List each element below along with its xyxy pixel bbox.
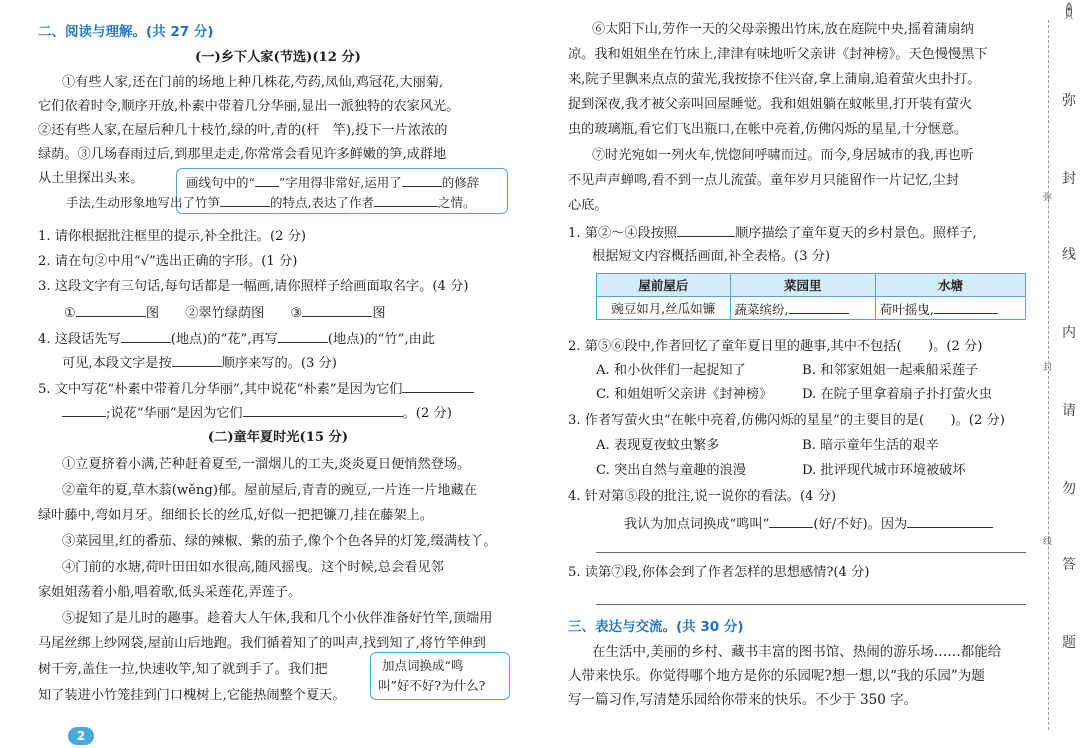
table-header: 水塘 xyxy=(875,274,1025,297)
margin-char: 题 xyxy=(1062,635,1076,651)
passage-1-line: ①有些人家,还在门前的场地上种几株花,芍药,凤仙,鸡冠花,大丽菊, xyxy=(62,75,444,90)
section-3-line: 写一篇习作,写清楚乐园给你带来的快乐。不少于 350 字。 xyxy=(568,692,918,708)
passage-2-line: 不见声声蝉鸣,看不到一点儿流萤。童年岁月只能留作一片记忆,尘封 xyxy=(568,173,959,188)
seal-line xyxy=(1048,20,1049,730)
answer-blank[interactable] xyxy=(243,402,403,417)
section-3-title: 三、表达与交流。(共 30 分) xyxy=(568,619,744,635)
table-cell: 豌豆如月,丝瓜如镰 xyxy=(597,297,731,320)
question-r1-cont: 根据短文内容概括画面,补全表格。(3 分) xyxy=(592,249,831,264)
section-3-line: 在生活中,美丽的乡村、藏书丰富的图书馆、热闹的游乐场……都能给 xyxy=(592,644,1002,660)
answer-blank[interactable] xyxy=(374,192,438,207)
question-r3: 3. 作者写萤火虫“在帐中亮着,仿佛闪烁的星星”的主要目的是( )。(2 分) xyxy=(568,413,1005,428)
passage-2-line: ⑦时光宛如一列火车,恍惚间呼啸而过。而今,身居城市的我,再也听 xyxy=(592,148,974,163)
answer-blank[interactable] xyxy=(302,302,372,317)
annotation-2-line-2: 叫”好不好?为什么? xyxy=(378,678,486,693)
summary-table xyxy=(596,273,1026,320)
margin-char: 答 xyxy=(1062,557,1076,573)
margin-char: 请 xyxy=(1062,403,1076,419)
question-r4-answer: 我认为加点词换成“鸣叫” (好/不好)。因为 xyxy=(624,513,993,535)
passage-1-title: (一)乡下人家(节选)(12 分) xyxy=(195,50,361,65)
table-cell[interactable]: 荷叶摇曳, xyxy=(875,297,1025,320)
margin-char: 内 xyxy=(1062,325,1076,341)
option-a[interactable]: A. 和小伙伴们一起捉知了 xyxy=(596,363,746,378)
margin-char: 线 xyxy=(1062,247,1076,263)
margin-small-char: 封 xyxy=(1043,363,1053,373)
passage-2-line: 心底。 xyxy=(568,198,608,213)
option-b[interactable]: B. 暗示童年生活的艰辛 xyxy=(802,438,939,453)
passage-2-line: 树干旁,盖住一拉,快速收竿,知了就到手了。我们把 xyxy=(38,662,328,677)
passage-2-line: ①立夏挤着小满,芒种赶着夏至,一溜烟儿的工夫,炎炎夏日便悄然登场。 xyxy=(62,457,471,472)
passage-1-line: 它们依着时令,顺序开放,朴素中带着几分华丽,显出一派独特的农家风光。 xyxy=(38,99,460,114)
question-r2: 2. 第⑤⑥段中,作者回忆了童年夏日里的趣事,其中不包括( )。(2 分) xyxy=(568,339,983,354)
passage-2-line: 家姐姐荡着小船,唱着歌,低头采莲花,弄莲子。 xyxy=(38,585,302,600)
passage-1-line: 从土里探出头来。 xyxy=(38,171,144,186)
passage-2-line: 知了装进小竹笼挂到门口槐树上,它能热闹整个夏天。 xyxy=(38,688,346,703)
margin-char: 勿 xyxy=(1062,481,1076,497)
question-4-cont: 可见,本段文字是按 顺序来写的。(3 分) xyxy=(62,352,337,374)
answer-blank[interactable] xyxy=(62,402,106,417)
annotation-1-line-1: 画线句中的“ ”字用得非常好,运用了 的修辞 xyxy=(186,172,479,193)
margin-char: 弥 xyxy=(1062,93,1076,109)
answer-blank[interactable] xyxy=(402,172,442,187)
question-r1: 1. 第②～④段按照 顺序描绘了童年夏天的乡村景色。照样子, xyxy=(568,222,977,244)
answer-blank[interactable] xyxy=(677,222,735,237)
table-header: 菜园里 xyxy=(730,274,875,297)
passage-2-title: (二)童年夏时光(15 分) xyxy=(207,430,349,445)
passage-2-line: 绿叶藤中,弯如月牙。细细长长的丝瓜,好似一把把镰刀,挂在藤架上。 xyxy=(38,508,434,523)
answer-blank[interactable] xyxy=(220,192,270,207)
table-cell[interactable]: 蔬菜缤纷, xyxy=(730,297,875,320)
option-a[interactable]: A. 表现夏夜蚊虫繁多 xyxy=(596,438,720,453)
question-5-cont: ;说花“华丽”是因为它们 。(2 分) xyxy=(62,402,452,424)
question-r4: 4. 针对第⑤段的批注,说一说你的看法。(4 分) xyxy=(568,489,837,504)
answer-blank[interactable] xyxy=(907,513,993,528)
option-c[interactable]: C. 和姐姐听父亲讲《封神榜》 xyxy=(596,387,773,402)
passage-2-line: 凉。我和姐姐坐在竹床上,津津有味地听父亲讲《封神榜》。天色慢慢黑下 xyxy=(568,47,988,62)
passage-1-line: ②还有些人家,在屋后种几十枝竹,绿的叶,青的(杆 竿),投下一片浓浓的 xyxy=(38,123,448,138)
passage-2-line: ⑤捉知了是儿时的趣事。趁着大人午休,我和几个小伙伴准备好竹竿,顶端用 xyxy=(62,611,493,626)
answer-line[interactable] xyxy=(596,552,1026,553)
answer-line[interactable] xyxy=(596,604,1026,605)
answer-blank[interactable] xyxy=(172,352,222,367)
passage-1-line: 绿荫。③几场春雨过后,到那里走走,你常常会看见许多鲜嫩的笋,成群地 xyxy=(38,147,447,162)
question-3: 3. 这段文字有三句话,每句话都是一幅画,请你照样子给画面取名字。(4 分) xyxy=(38,279,469,294)
option-d[interactable]: D. 批评现代城市环境被破坏 xyxy=(802,463,966,478)
answer-blank[interactable] xyxy=(402,378,474,393)
section-3-line: 人带来快乐。你觉得哪个地方是你的乐园呢?想一想,以“我的乐园”为题 xyxy=(568,668,985,684)
passage-2-line: 马尾丝绑上纱网袋,屋前山后地跑。我们循着知了的叫声,找到知了,将竹竿伸到 xyxy=(38,636,486,651)
table-header: 屋前屋后 xyxy=(597,274,731,297)
passage-2-line: 捉到深夜,我才被父亲叫回屋睡觉。我和姐姐躺在蚊帐里,打开装有萤火 xyxy=(568,97,973,112)
annotation-1-line-2: 手法,生动形象地写出了竹笋 的特点,表达了作者 之情。 xyxy=(66,192,475,213)
margin-char: 封 xyxy=(1062,171,1076,187)
option-b[interactable]: B. 和邻家姐姐一起乘船采莲子 xyxy=(802,363,979,378)
margin-small-char: 弥 xyxy=(1043,193,1053,203)
margin-small-char: 线 xyxy=(1043,537,1053,547)
passage-2-line: ⑥太阳下山,劳作一天的父母亲搬出竹床,放在庭院中央,摇着蒲扇纳 xyxy=(592,22,974,37)
option-c[interactable]: C. 突出自然与童趣的浪漫 xyxy=(596,463,746,478)
question-1: 1. 请你根据批注框里的提示,补全批注。(2 分) xyxy=(38,229,307,244)
answer-blank[interactable] xyxy=(76,302,146,317)
annotation-2-line-1: 加点词换成“鸣 xyxy=(382,658,464,673)
rocket-icon xyxy=(1062,2,1076,22)
passage-2-line: ③菜园里,红的番茄、绿的辣椒、紫的茄子,像个个色各异的灯笼,缀满枝丫。 xyxy=(62,534,497,549)
section-2-title: 二、阅读与理解。(共 27 分) xyxy=(38,24,214,40)
passage-2-line: ②童年的夏,草木蓊(wěng)郁。屋前屋后,青青的豌豆,一片连一片地藏在 xyxy=(62,483,477,498)
answer-blank[interactable] xyxy=(278,328,328,343)
question-2: 2. 请在句②中用“√”选出正确的字形。(1 分) xyxy=(38,254,298,269)
page-number: 2 xyxy=(68,727,94,745)
question-r5: 5. 读第⑦段,你体会到了作者怎样的思想感情?(4 分) xyxy=(568,565,870,580)
answer-blank[interactable] xyxy=(121,328,171,343)
passage-2-line: 来,院子里飘来点点的萤光,我按捺不住兴奋,拿上蒲扇,追着萤火虫扑打。 xyxy=(568,72,981,87)
option-d[interactable]: D. 在院子里拿着扇子扑打萤火虫 xyxy=(802,387,992,402)
question-3-answers: ① 图 ②翠竹绿荫图 ③ 图 xyxy=(64,302,386,324)
question-5: 5. 文中写花“朴素中带着几分华丽”,其中说花“朴素”是因为它们 xyxy=(38,378,474,400)
passage-2-line: 虫的玻璃瓶,看它们飞出瓶口,在帐中亮着,仿佛闪烁的星星,十分惬意。 xyxy=(568,122,968,137)
answer-blank[interactable] xyxy=(255,172,279,187)
passage-2-line: ④门前的水塘,荷叶田田如水很高,随风摇曳。这个时候,总会看见邻 xyxy=(62,560,444,575)
question-4: 4. 这段话先写 (地点)的“花”,再写 (地点)的“竹”,由此 xyxy=(38,328,435,350)
answer-blank[interactable] xyxy=(769,513,813,528)
